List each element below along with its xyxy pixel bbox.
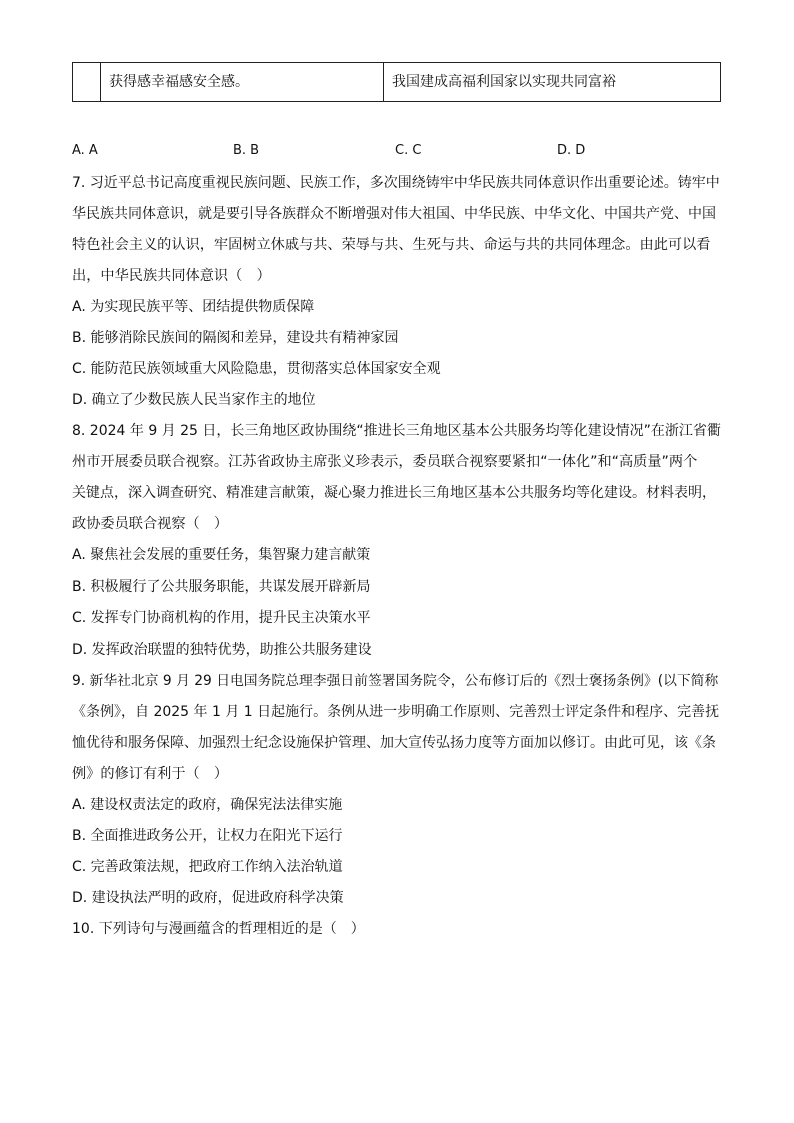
q7-stem-line: 特色社会主义的认识，牢固树立休戚与共、荣辱与共、生死与共、命运与共的共同体理念。由此可以看 <box>72 237 711 253</box>
q9-stem-line: 恤优待和服务保障、加强烈士纪念设施保护管理、加大宣传弘扬力度等方面加以修订。由此可见，该《条 <box>72 735 716 751</box>
option-d: D. D <box>557 143 586 158</box>
q9-stem-line: 《条例》，自 2025 年 1 月 1 日起施行。条例从进一步明确工作原则、完善烈士评定条件和程序、完善抚 <box>72 704 720 720</box>
q9-stem-line: 例》的修订有利于（ ） <box>72 766 229 782</box>
q8-option-a: A. 聚焦社会发展的重要任务，集智聚力建言献策 <box>72 547 371 563</box>
q9-option-d: D. 建设执法严明的政府，促进政府科学决策 <box>72 890 344 906</box>
q8-stem-line: 州市开展委员联合视察。江苏省政协主席张义珍表示，委员联合视察要紧扣“一体化”和“高质量”两个 <box>72 454 698 470</box>
q7-option-a: A. 为实现民族平等、团结提供物质保障 <box>72 299 315 315</box>
table-cell-right: 我国建成高福利国家以实现共同富裕 <box>392 74 616 90</box>
q8-option-d: D. 发挥政治联盟的独特优势，助推公共服务建设 <box>72 642 372 658</box>
q7-option-b: B. 能够消除民族间的隔阂和差异，建设共有精神家园 <box>72 330 399 346</box>
q9-option-b: B. 全面推进政务公开，让权力在阳光下运行 <box>72 828 343 844</box>
q6-options <box>72 143 722 163</box>
option-c: C. C <box>395 143 422 158</box>
q7-stem-line: 出，中华民族共同体意识（ ） <box>72 268 271 284</box>
q9-option-a: A. 建设权责法定的政府，确保宪法法律实施 <box>72 797 343 813</box>
q7-option-c: C. 能防范民族领域重大风险隐患，贯彻落实总体国家安全观 <box>72 361 441 377</box>
q9-stem-line: 9. 新华社北京 9 月 29 日电国务院总理李强日前签署国务院令，公布修订后的《烈士褒扬条例》(以下简称 <box>72 673 719 689</box>
option-b: B. B <box>233 143 260 158</box>
table-cell-left: 获得感幸福感安全感。 <box>101 63 384 101</box>
q8-option-c: C. 发挥专门协商机构的作用，提升民主决策水平 <box>72 610 371 626</box>
q9-option-c: C. 完善政策法规，把政府工作纳入法治轨道 <box>72 859 343 875</box>
q7-stem-line: 7. 习近平总书记高度重视民族问题、民族工作，多次围绕铸牢中华民族共同体意识作出重要论述。铸牢中 <box>72 175 720 191</box>
option-a: A. A <box>72 143 98 158</box>
q10-stem: 10. 下列诗句与漫画蕴含的哲理相近的是（ ） <box>72 921 365 937</box>
q7-option-d: D. 确立了少数民族人民当家作主的地位 <box>72 392 316 408</box>
q8-option-b: B. 积极履行了公共服务职能，共谋发展开辟新局 <box>72 579 371 595</box>
q8-stem-line: 8. 2024 年 9 月 25 日，长三角地区政协围绕“推进长三角地区基本公共服务均等化建设情况”在浙江省衢 <box>72 423 721 439</box>
q8-stem-line: 政协委员联合视察（ ） <box>72 516 229 532</box>
q7-stem-line: 华民族共同体意识，就是要引导各族群众不断增强对伟大祖国、中华民族、中华文化、中国共产党、中国 <box>72 206 716 222</box>
answer-table-row <box>72 62 721 102</box>
q8-stem-line: 关键点，深入调查研究、精准建言献策，凝心聚力推进长三角地区基本公共服务均等化建设。材料表明， <box>72 485 716 501</box>
table-cell-label <box>73 63 101 101</box>
